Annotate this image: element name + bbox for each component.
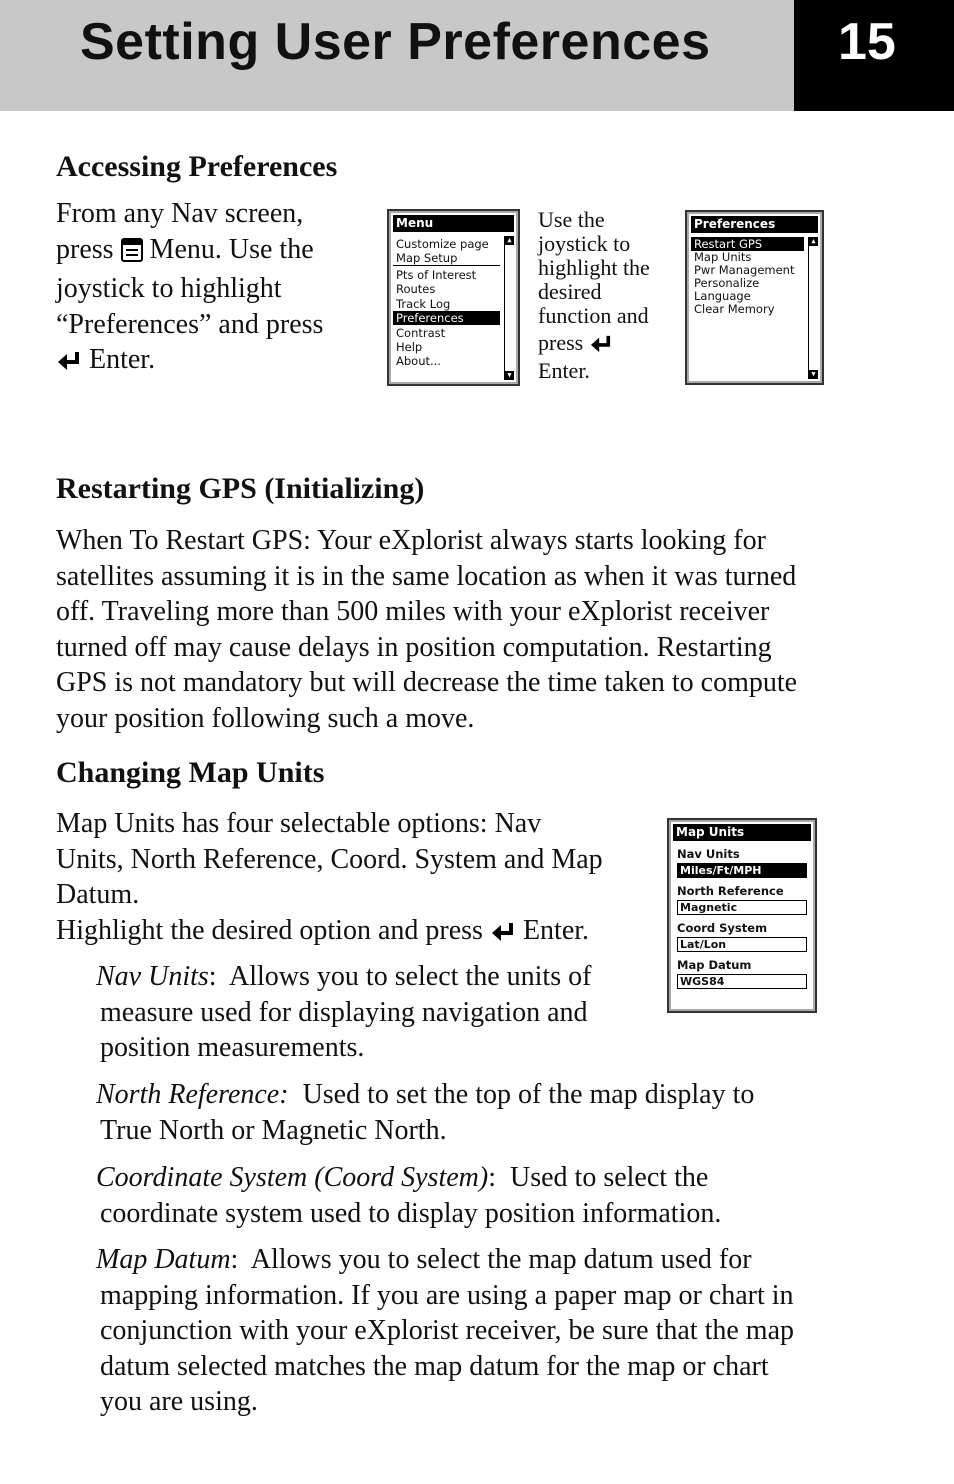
text-line [56,232,323,272]
text-line: you are using. [100,1386,258,1417]
term-separator: : [488,1162,510,1193]
enter-key-icon [490,917,516,953]
screen-title: Menu [393,215,514,232]
scrollbar[interactable] [808,237,818,379]
north-reference-field[interactable]: Magnetic [677,900,807,915]
preferences-item[interactable]: Pwr Management [694,263,795,277]
section-heading-map-units: Changing Map Units [56,756,325,789]
restarting-text [56,523,797,736]
text-line [96,959,591,995]
page-title: Setting User Preferences [80,13,711,71]
preferences-item-selected[interactable]: Restart GPS [691,237,804,251]
caption-text [538,208,650,383]
screen-title: Map Units [673,824,811,841]
menu-key-icon [121,236,143,272]
enter-key-icon [589,334,613,359]
screen-title: Preferences [691,216,818,233]
text-fragment: Enter. [522,914,590,946]
text-line: position measurements. [100,1032,365,1063]
map-units-intro [56,806,603,952]
text-line: mapping information. If you are using a paper map or chart in [100,1279,794,1311]
caption-line: joystick to [538,231,631,256]
caption-line: function and [538,303,649,328]
text-line: coordinate system used to display position information. [100,1197,722,1229]
preferences-item[interactable]: Clear Memory [694,302,775,316]
text-fragment: Used to set the top of the map display to [302,1079,755,1110]
menu-item[interactable]: Track Log [396,297,451,311]
preferences-item[interactable]: Language [694,289,751,303]
field-label-north-reference: North Reference [677,884,784,898]
section-heading-accessing: Accessing Preferences [56,150,338,183]
text-line: joystick to highlight [56,273,282,304]
menu-item-selected[interactable]: Preferences [393,311,500,325]
text-fragment: press [538,330,584,355]
enter-key-icon [56,346,82,382]
term-coordinate-system [96,1160,721,1231]
text-line [96,1160,721,1196]
text-fragment: Used to select the [510,1162,709,1193]
map-datum-field[interactable]: WGS84 [677,974,807,989]
text-line: datum selected matches the map datum for the map or chart [100,1350,769,1382]
caption-line [538,331,650,359]
menu-item[interactable]: Contrast [396,326,446,340]
term-label: Nav Units [96,961,209,992]
text-line: “Preferences” and press [56,308,324,340]
text-fragment: press [56,233,114,265]
caption-line: Enter. [538,358,590,383]
text-line: measure used for displaying navigation and [100,996,588,1028]
scroll-up-icon[interactable]: ▲ [809,237,818,246]
text-line [96,1077,754,1113]
preferences-item[interactable]: Map Units [694,250,752,264]
term-separator: : [230,1244,251,1275]
menu-item[interactable]: Help [396,340,423,354]
menu-item[interactable]: Customize page [396,237,489,251]
page-number: 15 [838,13,896,71]
text-line: satellites assuming it is in the same location as when it was turned [56,560,797,592]
text-line [96,1242,794,1278]
preferences-item[interactable]: Personalize [694,276,760,290]
scroll-down-icon[interactable]: ▼ [505,371,514,380]
map-units-screen [667,818,817,1013]
term-label: Coordinate System (Coord System) [96,1162,489,1193]
menu-item[interactable]: Map Setup [393,251,500,266]
scroll-down-icon[interactable]: ▼ [809,370,818,379]
text-line: When To Restart GPS: Your eXplorist always starts looking for [56,525,766,556]
term-label: North Reference: [96,1079,289,1110]
text-line: your position following such a move. [56,702,475,734]
text-fragment: Highlight the desired option and press [56,914,483,946]
scroll-up-icon[interactable]: ▲ [505,236,514,245]
scrollbar[interactable] [504,236,514,380]
text-line: Datum. [56,879,140,910]
text-line: True North or Magnetic North. [100,1114,447,1146]
text-line: Units, North Reference, Coord. System and Map [56,843,603,875]
text-line: turned off may cause delays in position computation. Restarting [56,631,772,663]
text-line: off. Traveling more than 500 miles with your eXplorist receiver [56,596,770,627]
text-fragment: Menu. Use the [149,233,314,265]
menu-item[interactable]: Pts of Interest [396,268,477,282]
caption-line: desired [538,279,602,304]
text-line: Map Units has four selectable options: Nav [56,808,542,839]
text-line [56,342,323,382]
nav-units-field[interactable]: Miles/Ft/MPH [677,863,807,878]
text-line: conjunction with your eXplorist receiver, be sure that the map [100,1315,794,1346]
text-fragment: Enter. [89,344,156,375]
caption-line: highlight the [538,255,650,280]
section-heading-restarting: Restarting GPS (Initializing) [56,472,425,505]
menu-item[interactable]: About... [396,354,441,368]
term-separator: : [208,961,230,992]
menu-screen [387,209,520,386]
preferences-screen [685,210,824,385]
text-line: GPS is not mandatory but will decrease the time taken to compute [56,667,798,698]
term-separator [289,1079,303,1110]
coord-system-field[interactable]: Lat/Lon [677,937,807,952]
menu-item[interactable]: Routes [396,282,436,296]
term-label: Map Datum [96,1244,231,1275]
field-label-nav-units: Nav Units [677,847,740,861]
caption-line: Use the [538,207,605,232]
text-fragment: Allows you to select the map datum used for [250,1244,752,1275]
text-line [56,913,603,953]
field-label-coord-system: Coord System [677,921,768,935]
field-label-map-datum: Map Datum [677,958,752,972]
term-north-reference [96,1077,754,1148]
term-map-datum [96,1242,794,1420]
text-line: From any Nav screen, [56,198,304,229]
accessing-text [56,196,323,382]
text-fragment: Allows you to select the units of [229,961,592,992]
term-nav-units [96,959,591,1066]
